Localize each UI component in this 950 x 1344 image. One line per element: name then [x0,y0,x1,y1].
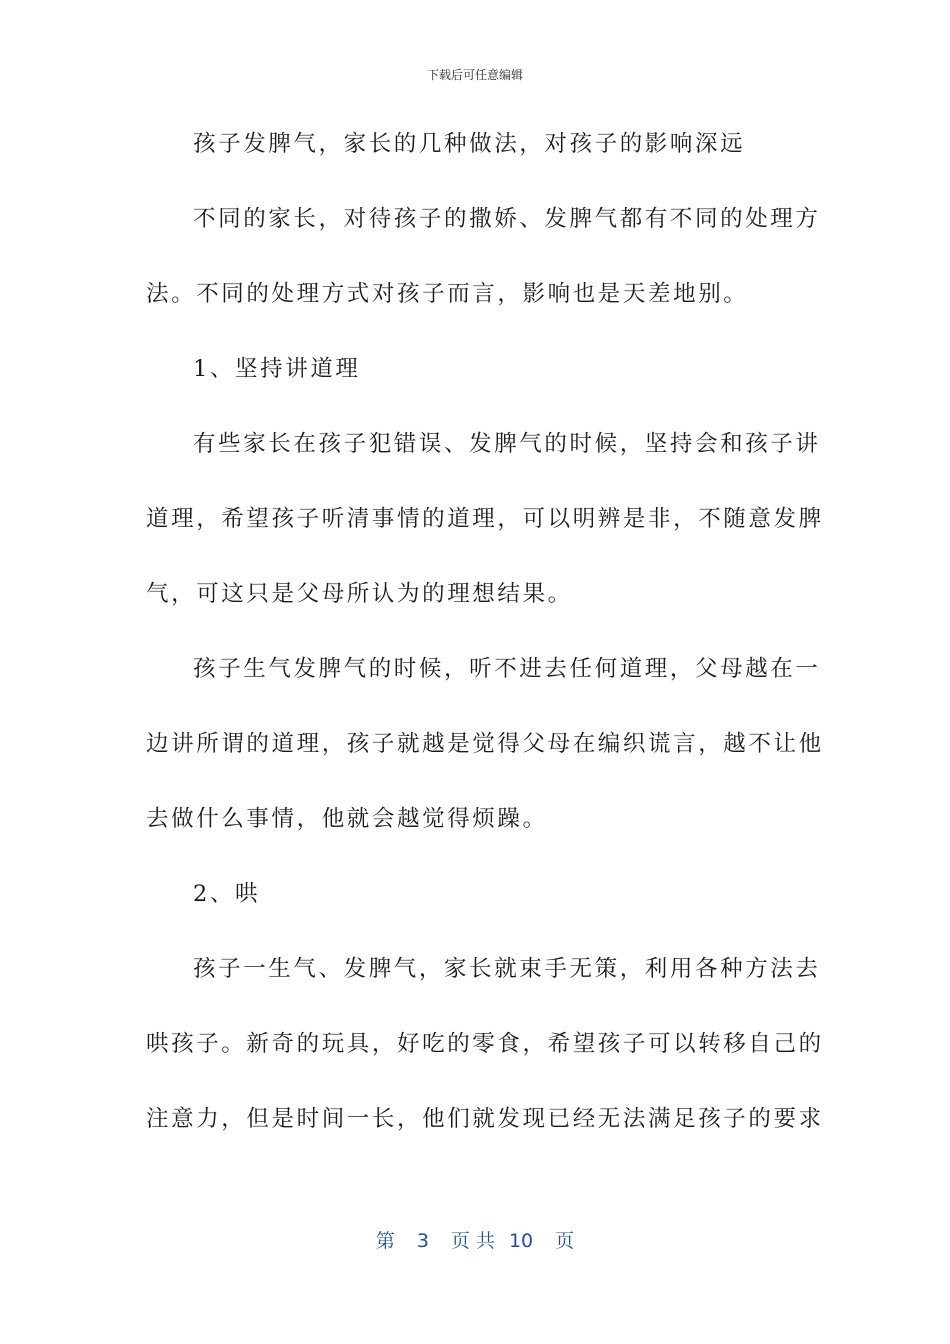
paragraph-line: 道理，希望孩子听清事情的道理，可以明辨是非，不随意发脾 [146,506,824,532]
paragraph-line: 去做什么事情，他就会越觉得烦躁。 [146,806,548,832]
paragraph-line: 孩子发脾气，家长的几种做法，对孩子的影响深远 [193,131,746,157]
page-footer [0,1226,950,1253]
paragraph-line: 不同的家长，对待孩子的撒娇、发脾气都有不同的处理方 [193,206,821,232]
paragraph-line: 孩子一生气、发脾气，家长就束手无策，利用各种方法去 [193,956,821,982]
footer-suffix: 页 [555,1230,575,1252]
paragraph-line: 气，可这只是父母所认为的理想结果。 [146,581,573,607]
paragraph-line: 法。不同的处理方式对孩子而言，影响也是天差地别。 [146,281,749,307]
paragraph-line: 有些家长在孩子犯错误、发脾气的时候，坚持会和孩子讲 [193,431,821,457]
paragraph-line: 注意力，但是时间一长，他们就发现已经无法满足孩子的要求 [146,1106,824,1132]
footer-middle: 页 共 [450,1230,495,1252]
section-heading: 1、坚持讲道理 [193,356,361,382]
paragraph-line: 孩子生气发脾气的时候，听不进去任何道理，父母越在一 [193,656,821,682]
section-heading: 2、哄 [193,881,261,907]
footer-prefix: 第 [375,1230,395,1252]
document-body [146,122,824,1172]
paragraph-line: 哄孩子。新奇的玩具，好吃的零食，希望孩子可以转移自己的 [146,1031,824,1057]
total-pages-number: 10 [508,1230,534,1252]
header-note: 下载后可任意编辑 [426,68,523,82]
paragraph-line: 边讲所谓的道理，孩子就越是觉得父母在编织谎言，越不让他 [146,731,824,757]
current-page-number: 3 [416,1230,429,1252]
